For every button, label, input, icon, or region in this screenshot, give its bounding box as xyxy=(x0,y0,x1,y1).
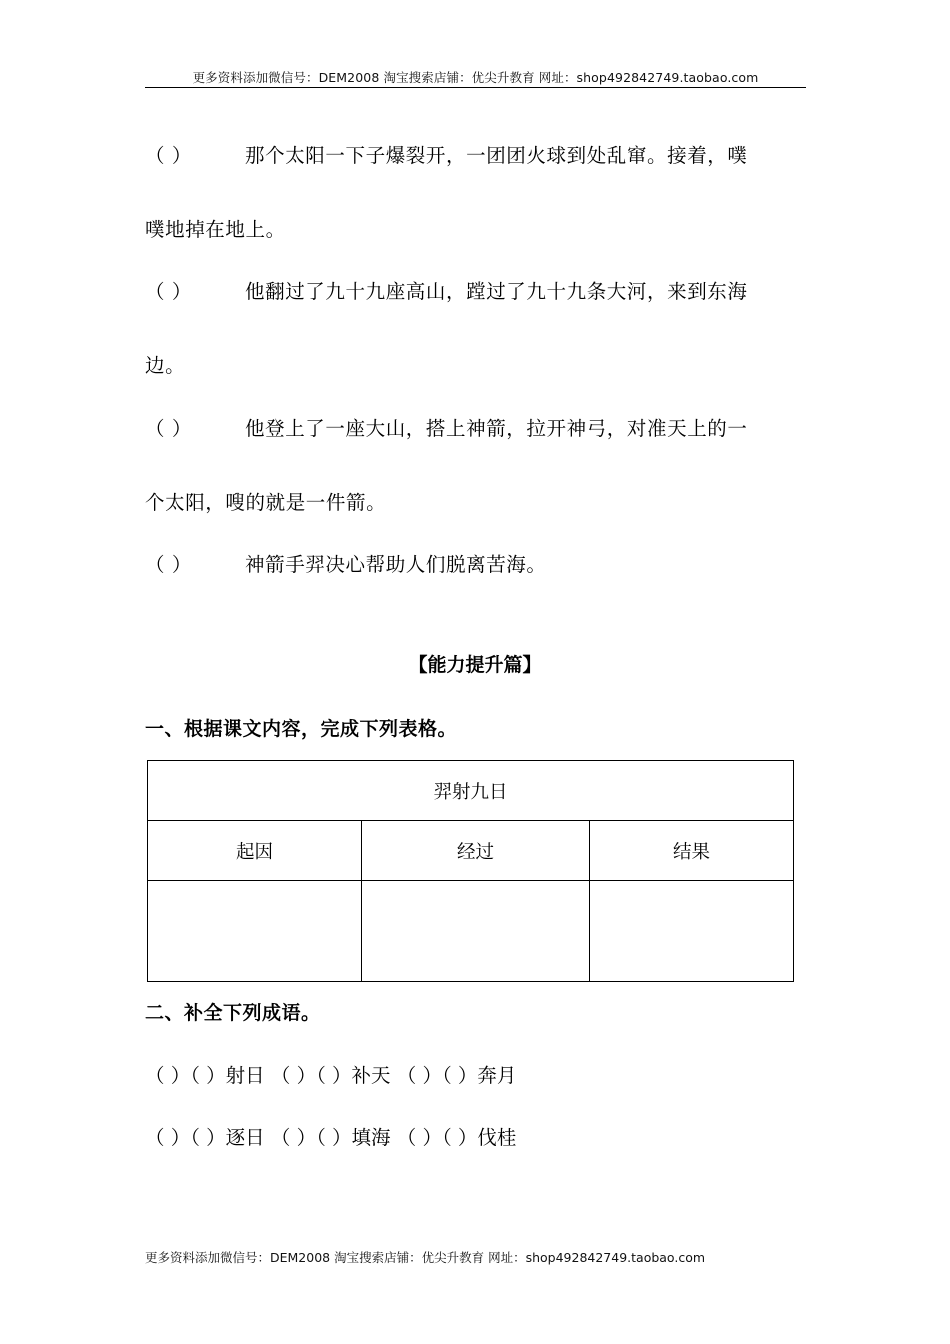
question-2-title: 二、补全下列成语。 xyxy=(145,1002,321,1024)
idiom-row-2 xyxy=(145,1122,516,1150)
table-caption: 羿射九日 xyxy=(148,761,794,821)
answer-blank[interactable]: （ ） xyxy=(145,144,192,167)
idiom-blank[interactable]: （ ）（ ） xyxy=(396,1064,478,1087)
page-footer: 更多资料添加微信号：DEM2008 淘宝搜索店铺：优尖升教育 网址：shop492842749.taobao.com xyxy=(145,1250,706,1265)
answer-blank[interactable]: （ ） xyxy=(145,553,192,576)
section-title: 【能力提升篇】 xyxy=(408,654,542,676)
idiom-blank[interactable]: （ ）（ ） xyxy=(145,1126,226,1149)
story-table xyxy=(147,760,794,982)
idiom-word: 填海 xyxy=(351,1126,391,1149)
page-header: 更多资料添加微信号：DEM2008 淘宝搜索店铺：优尖升教育 网址：shop492842749.taobao.com xyxy=(192,70,759,85)
ordering-item-3 xyxy=(145,413,810,441)
idiom-word: 伐桂 xyxy=(477,1126,517,1149)
idiom-blank[interactable]: （ ）（ ） xyxy=(270,1126,352,1149)
sentence-continuation: 个太阳，嗖的就是一件箭。 xyxy=(145,491,387,514)
idiom-word: 补天 xyxy=(351,1064,391,1087)
header-cause: 起因 xyxy=(148,821,362,881)
question-1-title: 一、根据课文内容，完成下列表格。 xyxy=(145,718,458,740)
sentence-text: 那个太阳一下子爆裂开，一团团火球到处乱窜。接着，噗 xyxy=(245,144,748,167)
answer-cell-result[interactable] xyxy=(590,881,794,982)
sentence-text: 神箭手羿决心帮助人们脱离苦海。 xyxy=(245,553,547,576)
header-result: 结果 xyxy=(590,821,794,881)
idiom-row-1 xyxy=(145,1060,516,1088)
sentence-continuation: 噗地掉在地上。 xyxy=(145,218,286,241)
idiom-word: 逐日 xyxy=(225,1126,265,1149)
idiom-blank[interactable]: （ ）（ ） xyxy=(396,1126,478,1149)
ordering-item-2 xyxy=(145,276,810,304)
ordering-item-4 xyxy=(145,549,810,577)
answer-blank[interactable]: （ ） xyxy=(145,417,192,440)
ordering-item-1 xyxy=(145,140,810,168)
idiom-blank[interactable]: （ ）（ ） xyxy=(145,1064,226,1087)
idiom-word: 奔月 xyxy=(477,1064,517,1087)
answer-blank[interactable]: （ ） xyxy=(145,280,192,303)
idiom-blank[interactable]: （ ）（ ） xyxy=(270,1064,352,1087)
idiom-word: 射日 xyxy=(225,1064,265,1087)
header-rule xyxy=(145,87,806,88)
sentence-text: 他翻过了九十九座高山，蹚过了九十九条大河，来到东海 xyxy=(245,280,748,303)
sentence-text: 他登上了一座大山，搭上神箭，拉开神弓，对准天上的一 xyxy=(245,417,748,440)
answer-cell-process[interactable] xyxy=(362,881,590,982)
sentence-continuation: 边。 xyxy=(145,354,186,377)
answer-cell-cause[interactable] xyxy=(148,881,362,982)
header-process: 经过 xyxy=(362,821,590,881)
